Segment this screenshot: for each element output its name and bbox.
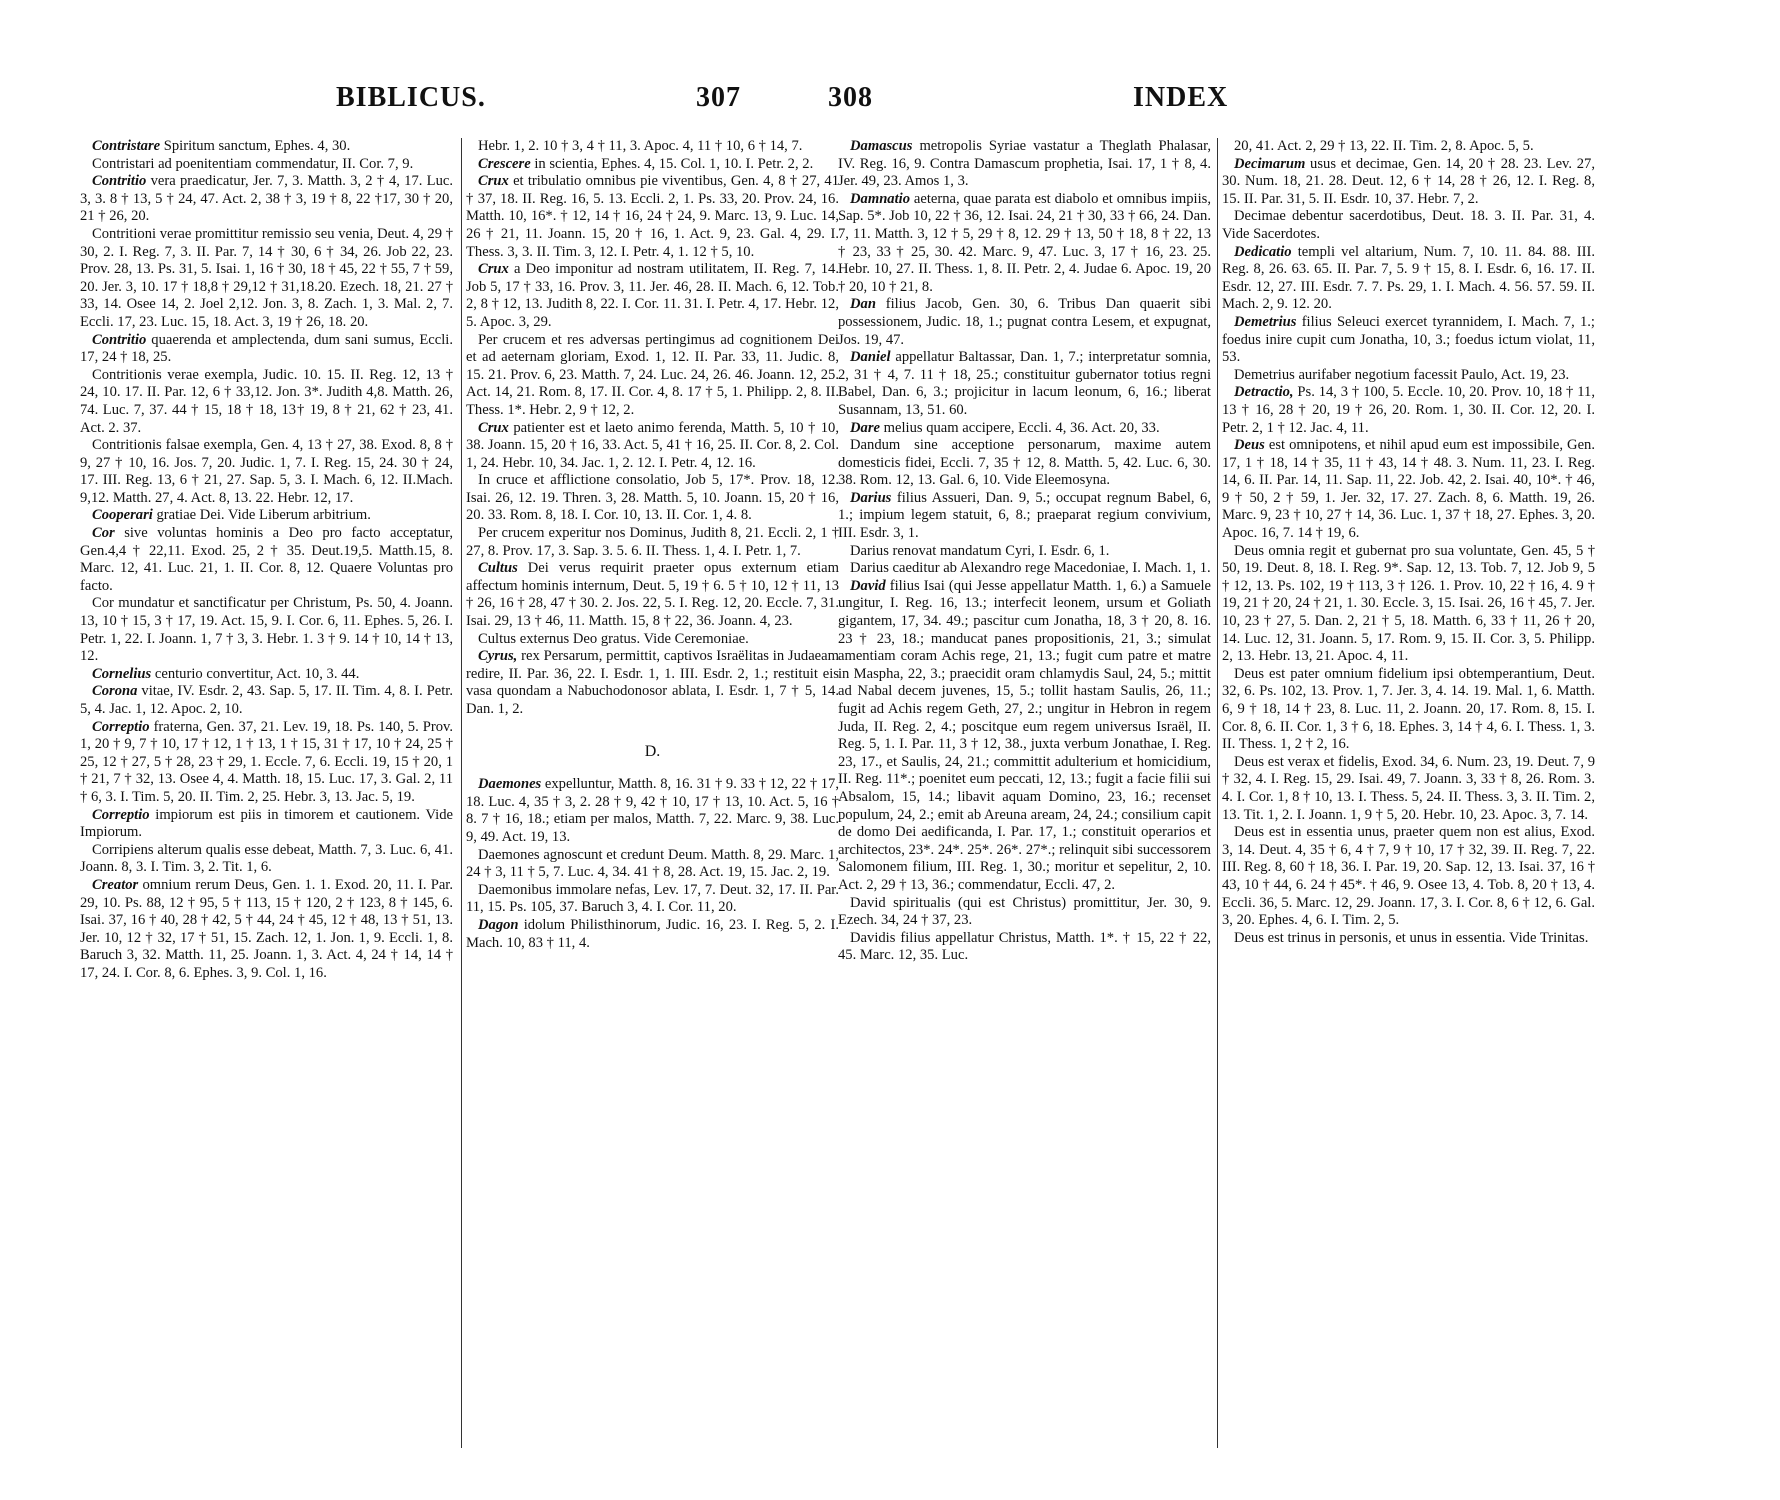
entry-text: Cor mundatur et sanctificatur per Christum, Ps. 50, 4. Joann. 13, 10 † 15, 3 † 17, 19. Act. 15, 9. I. Cor. 6, 11. Ephes. 5, 26. I. Petr. 1, 22. I. Joann. 1, 7 † 3, 3. Hebr. 1. 3 † 9. 14 † 10, 14 † 13, 12.: [80, 595, 453, 665]
entry-text: Davidis filius appellatur Christus, Matth. 1*. † 15, 22 † 22, 45. Marc. 12, 35. Luc.: [838, 929, 1211, 964]
index-column: [80, 138, 453, 983]
index-entry: [466, 560, 839, 630]
entry-text: Cultus Dei verus requirit praeter opus externum etiam affectum hominis internum, Deut. 5, 19 † 6. 5 † 10, 12 † 11, 13 † 26, 16 † 28, 47 † 30. 2. Jos. 22, 5. I. Reg. 12, 20. Eccle. 7, 31. Isai. 29, 13 † 46, 11. Matth. 15, 8 † 22, 36. Joann. 4, 23.: [466, 560, 839, 630]
index-entry: [80, 807, 453, 842]
section-heading: [466, 743, 839, 761]
index-entry: [838, 490, 1211, 543]
entry-text: Dandum sine acceptione personarum, maxime autem domesticis fidei, Eccli. 7, 35 † 12, 8. Matth. 5, 42. Luc. 6, 30. 38. Rom. 12, 13. Gal. 6, 10. Vide Eleemosyna.: [838, 437, 1211, 489]
entry-text: Contritio vera praedicatur, Jer. 7, 3. Matth. 3, 2 † 4, 17. Luc. 3, 3. 8 † 13, 5 † 24, 47. Act. 2, 38 † 3, 19 † 8, 22 †17, 30 † 20, 21 † 26, 20.: [80, 173, 453, 225]
entry-text: Daniel appellatur Baltassar, Dan. 1, 7.; interpretatur somnia, 2, 31 † 4, 7. 11 † 18, 25.; constituitur gubernator totius regni Babel, Dan. 6, 3.; projicitur in lacum leonum, 6, 16.; liberat Susannam, 13, 51. 60.: [838, 349, 1211, 418]
entry-text: Cyrus, rex Persarum, permittit, captivos Israëlitas in Judaeam redire, II. Par. 36, 22. I. Esdr. 1, 1. III. Esdr. 2, 1.; restituit eis vasa quondam a Nabuchodonosor ablata, I. Esdr. 1, 7 † 5, 14. Dan. 1, 2.: [466, 648, 839, 717]
index-entry: [1222, 754, 1595, 824]
entry-text: Deus est omnipotens, et nihil apud eum est impossibile, Gen. 17, 1 † 18, 14 † 35, 11 † 43, 14 † 48. 3. Num. 11, 23. I. Reg. 14, 6. II. Par. 14, 11. Sap. 11, 22. Job. 42, 2. Isai. 40, 10*. † 46, 9 † 50, 2 † 59, 1. Jer. 32, 17. 27. Zach. 8, 6. Matth. 19, 26. Marc. 9, 23 † 10, 27 † 14, 36. Luc. 1, 37 † 18, 27. Ephes. 3, 20. Apoc. 16, 7. 14 † 19, 6.: [1222, 437, 1595, 542]
entry-text: 20, 41. Act. 2, 29 † 13, 22. II. Tim. 2, 8. Apoc. 5, 5.: [1234, 138, 1534, 154]
entry-text: Damascus metropolis Syriae vastatur a Theglath Phalasar, IV. Reg. 16, 9. Contra Damascum prophetia, Isai. 17, 1 † 8, 4. Jer. 49, 23. Amos 1, 3.: [838, 138, 1211, 190]
entry-text: Contristari ad poenitentiam commendatur, II. Cor. 7, 9.: [92, 155, 414, 172]
entry-text: Daemones expelluntur, Matth. 8, 16. 31 † 9. 33 † 12, 22 † 17, 18. Luc. 4, 35 † 3, 2. 28 † 9, 42 † 10, 17 † 13, 10. Act. 5, 16 † 8. 7 † 16, 18.; etiam per malos, Matth. 7, 22. Marc. 9, 38. Luc. 9, 49. Act. 19, 13.: [466, 776, 840, 845]
entry-text: Dedicatio templi vel altarium, Num. 7, 10. 11. 84. 88. III. Reg. 8, 26. 63. 65. II. Par. 7, 5. 9 † 15, 8. I. Esdr. 6, 16. 17. II. Esdr. 12, 27. III. Esdr. 7. 7. Ps. 29, 1. I. Mach. 4. 56. 57. 59. II. Mach. 2, 9. 12. 20.: [1222, 243, 1595, 313]
index-entry: [1222, 314, 1595, 367]
entry-text: Crux a Deo imponitur ad nostram utilitatem, II. Reg. 7, 14. Job 5, 17 † 33, 16. Prov. 3, 11. Jer. 46, 28. II. Mach. 6, 12. Tob. 2, 8 † 12, 13. Judith 8, 22. I. Cor. 11. 31. I. Petr. 4, 17. Hebr. 12, 5. Apoc. 3, 29.: [466, 261, 839, 330]
entry-text: Darius renovat mandatum Cyri, I. Esdr. 6, 1.: [850, 542, 1110, 559]
index-entry: [838, 578, 1211, 895]
running-head: INDEX: [1133, 82, 1229, 113]
entry-text: Deus est in essentia unus, praeter quem non est alius, Exod. 3, 14. Deut. 4, 35 † 6, 4 † 7, 9 † 10, 17 † 32, 39. II. Reg. 7, 22. III. Reg. 8, 60 † 18, 36. I. Par. 19, 20. Sap. 12, 13. Isai. 37, 16 † 43, 10 † 44, 6. 24 † 45*. † 46, 9. Osee 13, 4. Tob. 8, 20 † 13, 4. Eccli. 36, 5. Marc. 12, 29. Joann. 17, 3. I. Cor. 8, 6 † 12, 6. Gal. 3, 20. Ephes. 4, 6. I. Tim. 2, 5.: [1222, 824, 1595, 929]
right-page: [828, 0, 1780, 1500]
entry-text: Damnatio aeterna, quae parata est diabolo et omnibus impiis, Sap. 5*. Job 10, 22 † 36, 12. Isai. 24, 21 † 30, 33 † 66, 24. Dan. 7, 11. Matth. 3, 12 † 5, 29 † 8, 12. 29 † 13, 50 † 18, 8 † 22, 13 † 23, 33 † 25, 30. 42. Marc. 9, 47. Luc. 3, 17 † 16, 23. 25. Hebr. 10, 27. II. Thess. 1, 8. II. Petr. 2, 4. Judae 6. Apoc. 19, 20 † 20, 10 † 21, 8.: [838, 190, 1211, 295]
entry-text: Deus omnia regit et gubernat pro sua voluntate, Gen. 45, 5 † 50, 19. Deut. 8, 18. I. Reg. 9*. Sap. 12, 13. Tob. 7, 12. Job 9, 5 † 12, 13. Ps. 102, 19 † 113, 3 † 126. 1. Prov. 10, 22 † 16, 4. 9 † 19, 21 † 20, 24 † 21, 1. 30. Eccle. 3, 15. Isai. 26, 16 † 45, 7. Jer. 10, 23 † 27, 5. Dan. 2, 21 † 5, 18. Matth. 6, 33 † 11, 26 † 20, 14. Luc. 12, 31. Joann. 5, 17. Rom. 9, 15. II. Cor. 3, 5. Philipp. 2, 13. Hebr. 13, 21. Apoc. 4, 11.: [1222, 542, 1595, 665]
index-entry: [80, 437, 453, 507]
index-entry: [838, 930, 1211, 965]
index-entry: [838, 560, 1211, 578]
index-entry: [1222, 138, 1595, 156]
page-number: 308: [828, 82, 873, 113]
index-entry: [80, 595, 453, 665]
entry-text: Demetrius filius Seleuci exercet tyrannidem, I. Mach. 7, 1.; foedus inire cupit cum Jonatha, 10, 3.; foedus ictum violat, 11, 53.: [1222, 313, 1595, 366]
entry-text: Per crucem experitur nos Dominus, Judith 8, 21. Eccli. 2, 1 † 27, 8. Prov. 17, 3. Sap. 3. 5. 6. II. Thess. 1, 4. I. Petr. 1, 7.: [466, 525, 839, 559]
index-entry: [838, 895, 1211, 930]
entry-text: Decimarum usus et decimae, Gen. 14, 20 † 28. 23. Lev. 27, 30. Num. 18, 21. 28. Deut. 12, 6 † 14, 28 † 26, 12. I. Reg. 8, 15. II. Par. 31, 5. II. Esdr. 10, 37. Hebr. 7, 2.: [1222, 155, 1595, 207]
index-entry: [466, 173, 839, 261]
index-entry: [466, 525, 839, 560]
entry-text: Daemonibus immolare nefas, Lev. 17, 7. Deut. 32, 17. II. Par. 11, 15. Ps. 105, 37. Baruch 3, 4. I. Cor. 11, 20.: [466, 881, 839, 916]
index-entry: [466, 138, 839, 156]
index-entry: [1222, 156, 1595, 209]
index-entry: [80, 683, 453, 718]
index-entry: [1222, 437, 1595, 543]
entry-text: Dagon idolum Philisthinorum, Judic. 16, 23. I. Reg. 5, 2. I. Mach. 10, 83 † 11, 4.: [466, 916, 839, 951]
index-entry: [80, 719, 453, 807]
entry-text: Contritionis falsae exempla, Gen. 4, 13 † 27, 38. Exod. 8, 8 † 9, 27 † 10, 16. Jos. 7, 20. Judic. 1, 7. I. Reg. 15, 24. 30 † 24, 17. III. Reg. 13, 6 † 21, 27. Sap. 5, 3. I. Mach. 6, 12. II.Mach. 9,12. Matth. 27, 4. Act. 8, 13. 22. Hebr. 12, 17.: [80, 437, 453, 506]
entry-text: Crux et tribulatio omnibus pie viventibus, Gen. 4, 8 † 27, 41 † 37, 18. II. Reg. 16, 5. 13. Eccli. 2, 1. Ps. 33, 20. Prov. 24, 16. Matth. 10, 16*. † 12, 14 † 16, 24 † 24, 9. Marc. 13, 9. Luc. 14, 26 † 21, 11. Joann. 15, 20 † 16, 1. Act. 9, 23. Gal. 4, 29. I. Thess. 3, 3. II. Tim. 3, 12. I. Petr. 4, 1. 12 † 5, 10.: [466, 173, 839, 260]
entry-text: Demetrius aurifaber negotium facessit Paulo, Act. 19, 23.: [1234, 366, 1570, 383]
index-entry: [80, 226, 453, 332]
index-entry: [1222, 384, 1595, 437]
index-column: [1222, 138, 1595, 947]
entry-text: Corona vitae, IV. Esdr. 2, 43. Sap. 5, 17. II. Tim. 4, 8. I. Petr. 5, 4. Jac. 1, 12. Apoc. 2, 10.: [80, 683, 453, 717]
index-entry: [1222, 824, 1595, 930]
entry-text: Dare melius quam accipere, Eccli. 4, 36. Act. 20, 33.: [850, 419, 1160, 436]
entry-text: Crux patienter est et laeto animo ferenda, Matth. 5, 10 † 10, 38. Joann. 15, 20 † 16, 33. Act. 5, 41 † 16, 25. II. Cor. 8, 2. Col. 1, 24. Hebr. 10, 34. Jac. 1, 2. 12. I. Petr. 4, 12. 16.: [466, 419, 839, 471]
running-head: BIBLICUS.: [336, 82, 486, 113]
entry-text: Per crucem et res adversas pertingimus ad cognitionem Dei et ad aeternam gloriam, Exod. 1, 12. II. Par. 33, 11. Judic. 8, 15. 21. Prov. 6, 23. Matth. 7, 24. Luc. 24, 26. 46. Joann. 12, 25. Act. 14, 21. Rom. 8, 17. II. Cor. 4, 8. 17 † 5, 1. Philipp. 2, 8. II. Thess. 1*. Hebr. 2, 9 † 12, 2.: [466, 331, 839, 418]
entry-text: Contristare Spiritum sanctum, Ephes. 4, 30.: [92, 138, 351, 154]
index-entry: [466, 631, 839, 649]
index-entry: [80, 666, 453, 684]
index-entry: [838, 349, 1211, 419]
entry-text: Correptio impiorum est piis in timorem et cautionem. Vide Impiorum.: [80, 806, 453, 841]
index-entry: [1222, 543, 1595, 666]
index-entry: [1222, 367, 1595, 385]
index-column: [466, 138, 839, 952]
index-entry: [80, 173, 453, 226]
entry-text: Contritioni verae promittitur remissio seu venia, Deut. 4, 29 † 30, 2. I. Reg. 7, 3. II. Par. 7, 14 † 30, 6 † 34, 26. Job 22, 23. Prov. 28, 13. Ps. 31, 5. Isai. 1, 16 † 30, 18 † 45, 22 † 55, 7 † 59, 20. Jer. 3, 10. 17 † 18,8 † 29,12 † 31,18.20. Ezech. 18, 21. 27 † 33, 14. Osee 14, 2. Joel 2,12. Jon. 3, 8. Zach. 1, 3. Mal. 2, 7. Eccli. 17, 23. Luc. 15, 18. Act. 3, 19 † 26, 18. 20.: [80, 225, 453, 330]
entry-text: Contritionis verae exempla, Judic. 10. 15. II. Reg. 12, 13 † 24, 10. 17. II. Par. 12, 6 † 33,12. Jon. 3*. Judith 4,8. Matth. 26, 74. Luc. 7, 37. 44 † 15, 18 † 18, 13† 19, 8 † 21, 62 † 23, 41. Act. 2. 37.: [80, 366, 453, 436]
index-entry: [838, 296, 1211, 349]
index-entry: [466, 847, 839, 882]
index-entry: [466, 261, 839, 331]
column-divider: [1217, 138, 1218, 1448]
index-entry: [80, 138, 453, 156]
entry-text: Cultus externus Deo gratus. Vide Ceremoniae.: [478, 630, 749, 647]
column-divider: [461, 138, 462, 1448]
index-entry: [80, 525, 453, 595]
index-entry: [466, 472, 839, 525]
index-entry: [466, 156, 839, 174]
index-entry: [80, 332, 453, 367]
entry-text: Dan filius Jacob, Gen. 30, 6. Tribus Dan quaerit sibi possessionem, Judic. 18, 1.; pugnat contra Lesem, et expugnat, Jos. 19, 47.: [838, 296, 1211, 348]
index-entry: [80, 156, 453, 174]
index-entry: [838, 437, 1211, 490]
index-entry: [1222, 930, 1595, 948]
index-entry: [466, 882, 839, 917]
entry-text: Darius filius Assueri, Dan. 9, 5.; occupat regnum Babel, 6, 1.; impium legem statuit, 6, 8.; praeparat regium convivium, III. Esdr. 3, 1.: [838, 489, 1211, 542]
entry-text: D.: [644, 742, 661, 760]
entry-text: Contritio quaerenda et amplectenda, dum sani sumus, Eccli. 17, 24 † 18, 25.: [80, 331, 453, 366]
index-entry: [466, 648, 839, 718]
entry-text: In cruce et afflictione consolatio, Job 5, 17*. Prov. 18, 12. Isai. 26, 12. 19. Thren. 3, 28. Matth. 5, 10. Joann. 15, 20 † 16, 20. 33. Rom. 8, 18. I. Cor. 10, 13. II. Cor. 1, 4. 8.: [466, 472, 839, 524]
entry-text: Creator omnium rerum Deus, Gen. 1. 1. Exod. 20, 11. I. Par. 29, 10. Ps. 88, 12 † 95, 5 † 113, 15 † 120, 2 † 123, 8 † 145, 6. Isai. 37, 16 † 40, 28 † 42, 5 † 44, 24 † 45, 12 † 48, 13 † 51, 13. Jer. 10, 12 † 32, 17 † 51, 15. Zach. 12, 1. Jon. 1, 9. Eccli. 1, 8. Baruch 3, 32. Matth. 11, 25. Joann. 1, 3. Act. 4, 24 † 14, 14 † 17, 24. I. Cor. 8, 6. Ephes. 3, 9. Col. 1, 16.: [80, 876, 453, 981]
index-entry: [80, 877, 453, 983]
index-entry: [80, 842, 453, 877]
index-entry: [838, 420, 1211, 438]
index-entry: [80, 507, 453, 525]
index-entry: [466, 917, 839, 952]
index-entry: [1222, 666, 1595, 754]
entry-text: Cor sive voluntas hominis a Deo pro facto acceptatur, Gen.4,4 † 22,11. Exod. 25, 2 † 35. Deut.19,5. Matth.15, 8. Marc. 12, 41. Luc. 21, 1. II. Cor. 8, 12. Quaere Voluntas pro facto.: [80, 525, 453, 594]
entry-text: Correptio fraterna, Gen. 37, 21. Lev. 19, 18. Ps. 140, 5. Prov. 1, 20 † 9, 7 † 10, 17 † 12, 1 † 13, 1 † 15, 31 † 17, 10 † 24, 25 † 25, 12 † 27, 5 † 28, 23 † 29, 1. Eccle. 7, 6. Eccli. 19, 15 † 20, 1 † 21, 7 † 32, 13. Osee 4, 4. Matth. 18, 15. Luc. 17, 3. Gal. 2, 11 † 6, 3. I. Tim. 5, 20. II. Tim. 2, 25. Hebr. 3, 13. Jac. 5, 19.: [80, 718, 453, 805]
entry-text: Corripiens alterum qualis esse debeat, Matth. 7, 3. Luc. 6, 41. Joann. 8, 3. I. Tim. 3, 2. Tit. 1, 6.: [80, 841, 453, 876]
index-entry: [838, 138, 1211, 191]
entry-text: Cornelius centurio convertitur, Act. 10, 3. 44.: [92, 665, 360, 682]
entry-text: Cooperari gratiae Dei. Vide Liberum arbitrium.: [92, 507, 371, 524]
entry-text: Detractio, Ps. 14, 3 † 100, 5. Eccle. 10, 20. Prov. 10, 18 † 11, 13 † 16, 28 † 20, 19 † 26, 20. Rom. 1, 30. II. Cor. 12, 20. I. Petr. 2, 1 † 12. Jac. 4, 11.: [1222, 384, 1595, 436]
entry-text: Deus est pater omnium fidelium ipsi obtemperantium, Deut. 32, 6. Ps. 102, 13. Prov. 1, 7. Jer. 3, 4. 14. 19. Mal. 1, 6. Matth. 6, 9 † 18, 14 † 23, 8. Luc. 11, 2. Joann. 20, 17. Rom. 8, 15. I. Cor. 8, 6. II. Cor. 1, 3 † 6, 18. Ephes. 3, 14 † 4, 6. I. Thess. 1, 3. II. Thess. 1, 2 † 2, 16.: [1222, 665, 1595, 753]
entry-text: Crescere in scientia, Ephes. 4, 15. Col. 1, 10. I. Petr. 2, 2.: [478, 155, 814, 172]
index-entry: [838, 191, 1211, 297]
page-number: 307: [696, 82, 741, 113]
entry-text: Deus est trinus in personis, et unus in essentia. Vide Trinitas.: [1234, 929, 1589, 946]
index-entry: [466, 776, 839, 846]
index-entry: [1222, 208, 1595, 243]
index-entry: [1222, 244, 1595, 314]
index-entry: [466, 332, 839, 420]
entry-text: Daemones agnoscunt et credunt Deum. Matth. 8, 29. Marc. 1, 24 † 3, 11 † 5, 7. Luc. 4, 34. 41 † 8, 28. Act. 19, 15. Jac. 2, 19.: [466, 846, 839, 881]
entry-text: David spiritualis (qui est Christus) promittitur, Jer. 30, 9. Ezech. 34, 24 † 37, 23.: [838, 894, 1211, 929]
entry-text: David filius Isai (qui Jesse appellatur Matth. 1, 6.) a Samuele ungitur, I. Reg. 16, 13.; interfecit leonem, ursum et Goliath gigantem, 17, 34. 49.; pascitur cum Jonatha, 18, 3 † 20, 8. 16. 23 † 23, 18.; manducat panes propositionis, 21, 3.; simulat amentiam coram Achis rege, 21, 13.; fugit cum patre et matre in Maspha, 22, 3.; praecidit oram chlamydis Saul, 24, 5.; mittit ad Nabal decem juvenes, 15, 5.; tollit hastam Saulis, 26, 11.; fugit ad Achis regem Geth, 27, 2.; ungitur in Hebron in regem Juda, II. Reg. 2, 4.; poscitque eum regem universus Israël, II. Reg. 5, 1. I. Par. 11, 3 † 12, 38., juxta verbum Jonathae, I. Reg. 23, 17., et Saulis, 24, 21.; committit adulterium et homicidium, II. Reg. 11*.; poenitet eum peccati, 12, 13.; fugit a facie filii sui Absalom, 15, 14.; libavit aquam Domino, 23, 16.; recenset populum, 24, 2.; emit ab Areuna aream, 24, 24.; consilium capit de domo Dei aedificanda, I. Par. 17, 1.; constituit operarios et architectos, 23*. 24*. 25*. 26*. 27*.; relinquit sibi successorem Salomonem filium, III. Reg. 1, 30.; moritur et sepelitur, 2, 10. Act. 2, 29 † 13, 36.; commendatur, Eccli. 47, 2.: [838, 577, 1211, 893]
entry-text: Decimae debentur sacerdotibus, Deut. 18. 3. II. Par. 31, 4. Vide Sacerdotes.: [1222, 208, 1595, 242]
index-entry: [838, 543, 1211, 561]
index-entry: [80, 367, 453, 437]
entry-text: Deus est verax et fidelis, Exod. 34, 6. Num. 23, 19. Deut. 7, 9 † 32, 4. I. Reg. 15, 29. Isai. 49, 7. Joann. 3, 33 † 8, 26. Rom. 3. 4. I. Cor. 1, 8 † 10, 13. I. Thess. 5, 24. II. Thess. 3, 3. II. Tim. 2, 13. Tit. 1, 2. I. Joann. 1, 9 † 5, 20. Hebr. 10, 23. Apoc. 3, 7. 14.: [1222, 753, 1595, 823]
index-entry: [466, 420, 839, 473]
entry-text: Hebr. 1, 2. 10 † 3, 4 † 11, 3. Apoc. 4, 11 † 10, 6 † 14, 7.: [478, 138, 803, 154]
entry-text: Darius caeditur ab Alexandro rege Macedoniae, I. Mach. 1, 1.: [850, 560, 1211, 577]
index-column: [838, 138, 1211, 965]
